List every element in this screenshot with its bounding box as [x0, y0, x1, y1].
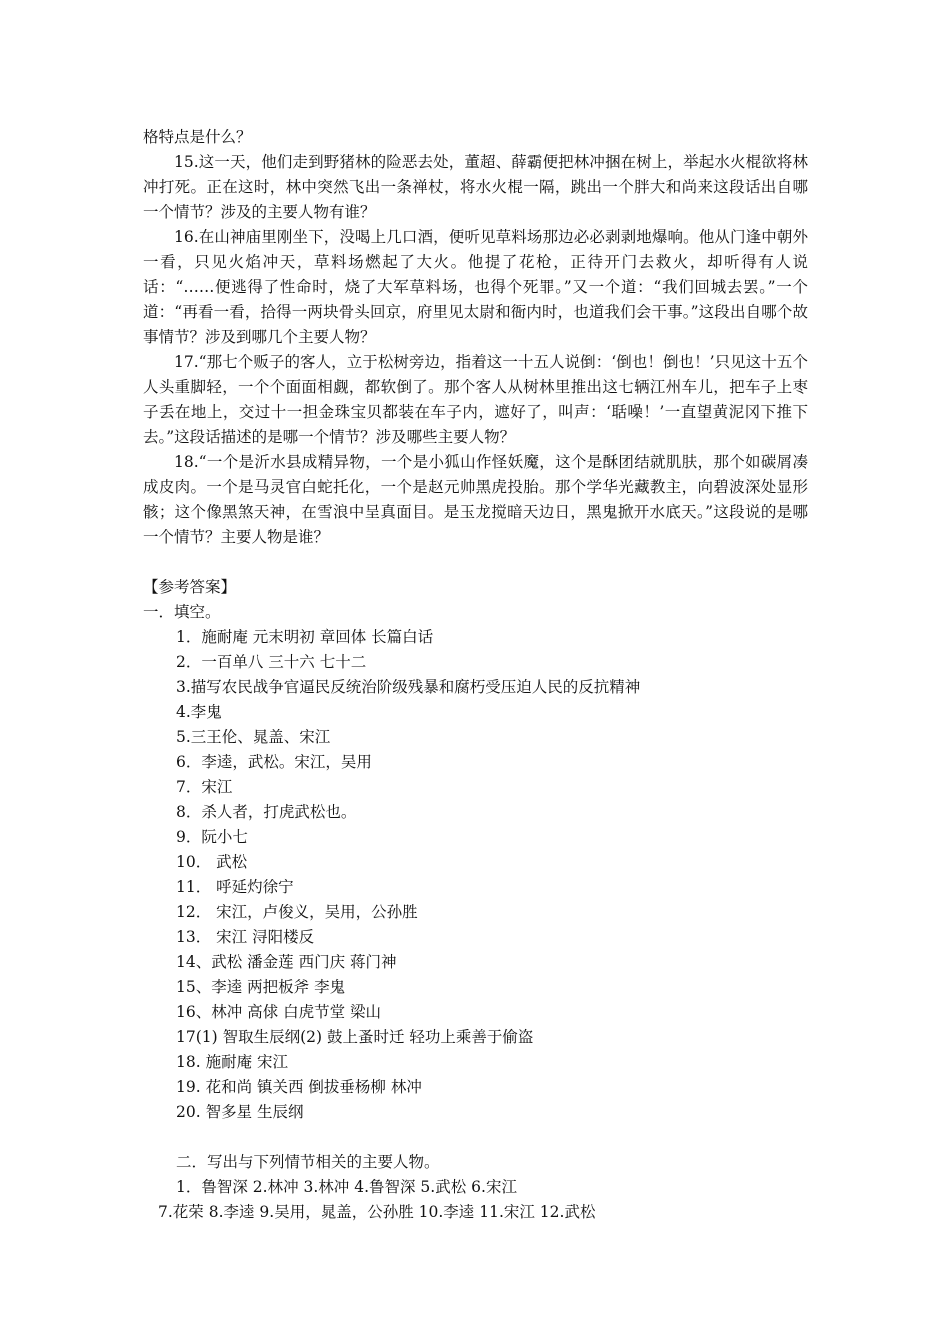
answer-item: 9．阮小七	[176, 828, 248, 846]
question-15: 15.这一天，他们走到野猪林的险恶去处，董超、薛霸便把林冲捆在树上，举起水火棍欲将林冲打死。正在这时，林中突然飞出一条禅杖，将水火棍一隔，跳出一个胖大和尚来这段话出自哪一个情节？涉及的主要人物有谁？	[143, 153, 808, 221]
question-16: 16.在山神庙里刚坐下，没喝上几口酒，便听见草料场那边必必剥剥地爆响。他从门逢中朝外一看，只见火焰冲天，草料场燃起了大火。他提了花枪，正待开门去救火，却听得有人说话：“……便逃得了性命时，烧了大军草料场，也得个死罪。”又一个道：“我们回城去罢。”一个道：“再看一看，拾得一两块骨头回京，府里见太尉和衙内时，也道我们会干事。”这段出自哪个故事情节？涉及到哪几个主要人物？	[143, 228, 808, 346]
answer-item: 4.李鬼	[176, 703, 222, 721]
question-17: 17.“那七个贩子的客人，立于松树旁边，指着这一十五人说倒：‘倒也！倒也！’只见这十五个人头重脚轻，一个个面面相觑，都软倒了。那个客人从树林里推出这七辆江州车儿，把车子上枣子丢在地上，交过十一担金珠宝贝都装在车子内，遮好了，叫声：‘聒噪！’一直望黄泥冈下推下去。”这段话描述的是哪一个情节？涉及哪些主要人物？	[143, 353, 808, 446]
answer-item: 20. 智多星 生辰纲	[176, 1103, 304, 1121]
answer-item: 12． 宋江，卢俊义，吴用，公孙胜	[176, 903, 418, 921]
answer-item: 2．一百单八 三十六 七十二	[176, 653, 367, 671]
answer-item: 19. 花和尚 镇关西 倒拔垂杨柳 林冲	[176, 1078, 422, 1096]
answer-item: 3.描写农民战争官逼民反统治阶级残暴和腐朽受压迫人民的反抗精神	[176, 678, 641, 696]
answer-item: 11． 呼延灼徐宁	[176, 878, 294, 896]
section-fill-title: 一．填空。	[143, 603, 221, 621]
answers-heading: 【参考答案】	[143, 578, 237, 596]
answer-item: 1．施耐庵 元末明初 章回体 长篇白话	[176, 628, 434, 646]
section-people-title: 二．写出与下列情节相关的主要人物。	[176, 1153, 440, 1171]
question-18: 18.“一个是沂水县成精异物，一个是小狐山作怪妖魔，这个是酥团结就肌肤，那个如碳屑凑成皮肉。一个是马灵官白蛇托化，一个是赵元帅黑虎投胎。那个学华光藏教主，向碧波深处显形骸；这个像黑煞天神，在雪浪中呈真面目。是玉龙搅暗天边日，黑鬼掀开水底天。”这段说的是哪一个情节？主要人物是谁？	[143, 453, 808, 546]
answer-item: 5.三王伦、晁盖、宋江	[176, 728, 331, 746]
answer-item: 18. 施耐庵 宋江	[176, 1053, 289, 1071]
answer-item: 17(1) 智取生辰纲(2) 鼓上蚤时迁 轻功上乘善于偷盗	[176, 1028, 534, 1046]
people-answers-line-2: 7.花荣 8.李逵 9.吴用，晁盖，公孙胜 10.李逵 11.宋江 12.武松	[158, 1203, 596, 1221]
answer-item: 7．宋江	[176, 778, 233, 796]
answer-item: 6．李逵，武松。宋江，吴用	[176, 753, 372, 771]
people-answers-line-1: 1．鲁智深 2.林冲 3.林冲 4.鲁智深 5.武松 6.宋江	[176, 1178, 517, 1196]
answer-item: 15、李逵 两把板斧 李鬼	[176, 978, 346, 996]
answer-item: 14、武松 潘金莲 西门庆 蒋门神	[176, 953, 397, 971]
questions-section	[143, 125, 808, 550]
answer-item: 10． 武松	[176, 853, 248, 871]
answer-item: 8．杀人者，打虎武松也。	[176, 803, 357, 821]
question-continuation: 格特点是什么？	[143, 128, 252, 146]
answers-section	[143, 575, 823, 1225]
answer-item: 16、林冲 高俅 白虎节堂 梁山	[176, 1003, 382, 1021]
spacer	[143, 1125, 823, 1150]
answer-item: 13． 宋江 浔阳楼反	[176, 928, 315, 946]
